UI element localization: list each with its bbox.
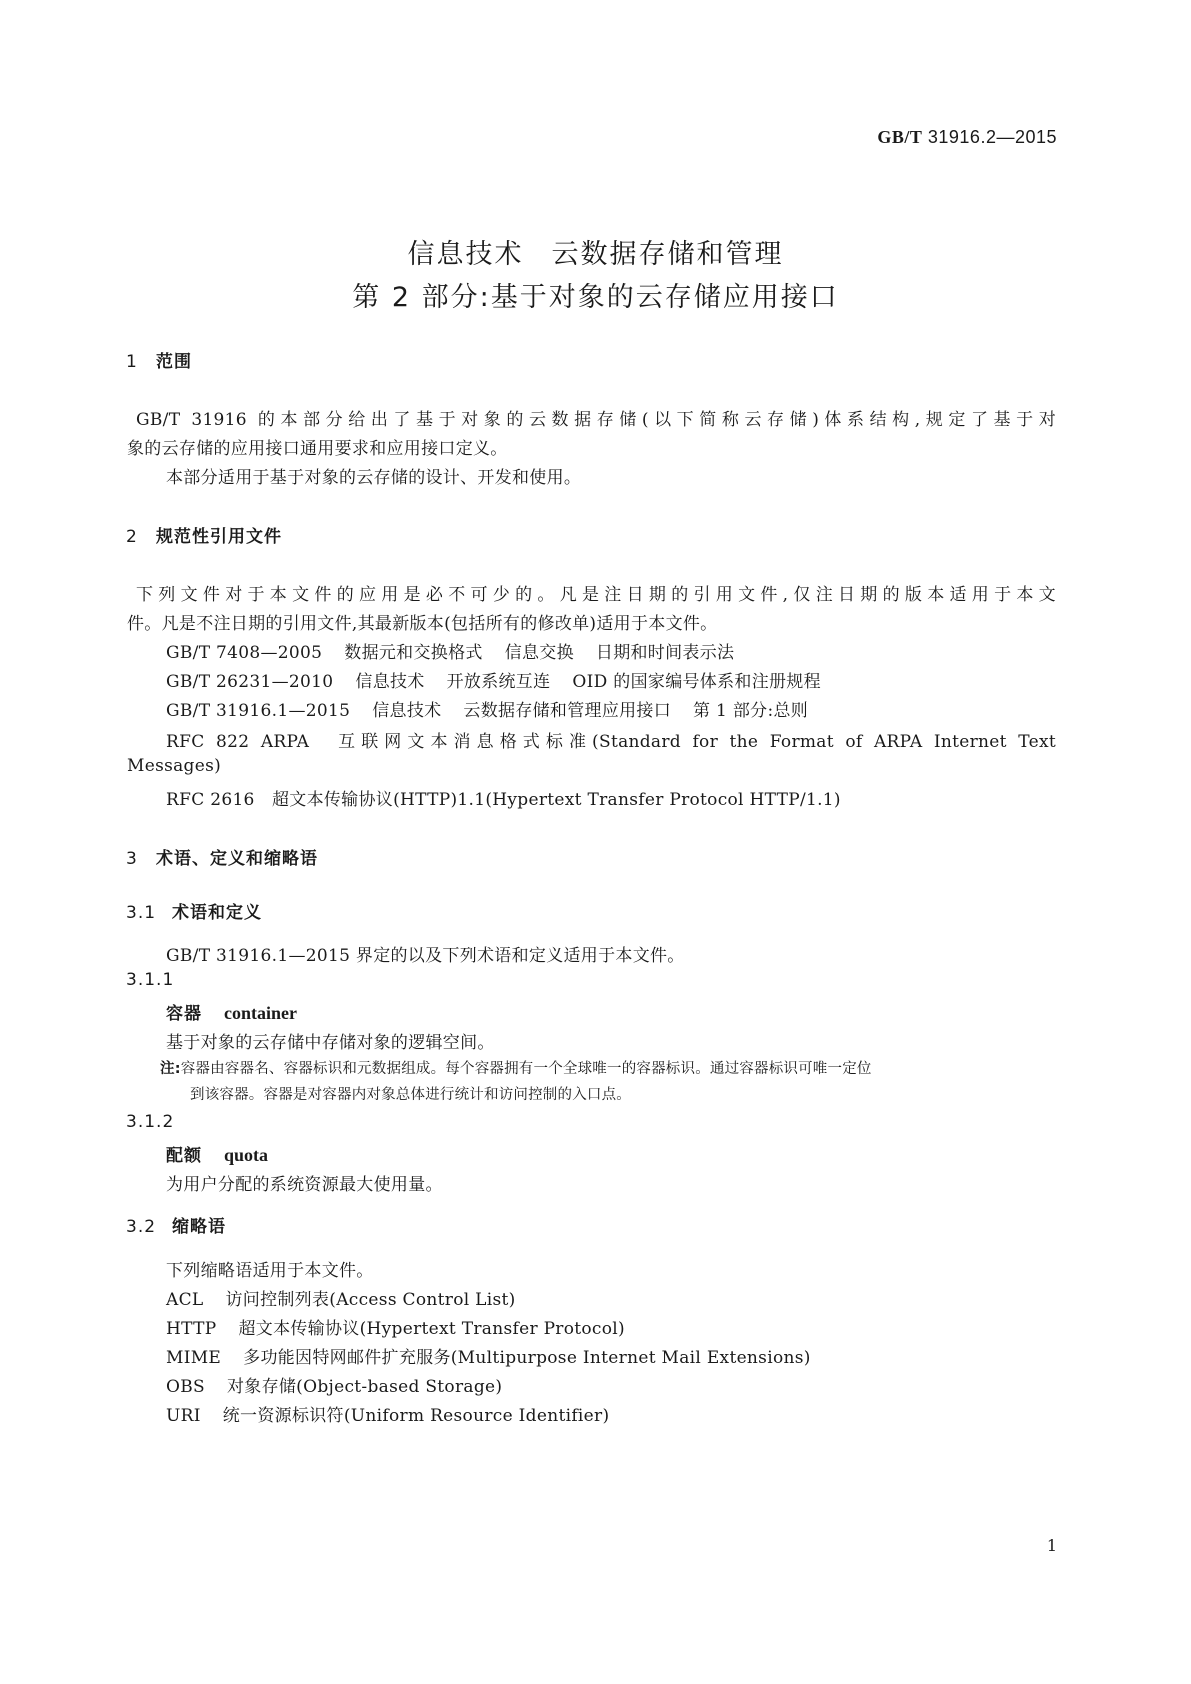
term-note-line1: 注:容器由容器名、容器标识和元数据组成。每个容器拥有一个全球唯一的容器标识。通过容器标识可唯一定位 — [160, 1061, 872, 1077]
reference-item: GB/T 31916.1—2015 信息技术 云数据存储和管理应用接口 第 1 部分:总则 — [166, 701, 809, 721]
term-definition: 基于对象的云存储中存储对象的逻辑空间。 — [166, 1033, 495, 1053]
document-title-line1: 信息技术 云数据存储和管理 — [407, 239, 784, 270]
section-1-heading: 1 范围 — [126, 352, 192, 372]
section-2-intro-line2: 件。凡是不注日期的引用文件,其最新版本(包括所有的修改单)适用于本文件。 — [127, 614, 718, 634]
document-title-line2: 第 2 部分:基于对象的云存储应用接口 — [352, 282, 839, 313]
abbreviation-item: ACL 访问控制列表(Access Control List) — [166, 1290, 516, 1310]
standard-number: GB/T 31916.2—2015 — [877, 127, 1057, 147]
reference-rfc822-line1: RFC 822 ARPA 互联网文本消息格式标准(Standard for the Format of ARPA Internet Text — [166, 732, 1056, 752]
abbreviation-item: URI 统一资源标识符(Uniform Resource Identifier) — [166, 1406, 610, 1426]
section-3-heading: 3 术语、定义和缩略语 — [126, 849, 318, 869]
section-1-para2: 本部分适用于基于对象的云存储的设计、开发和使用。 — [166, 468, 582, 488]
section-3-2-heading: 3.2 缩略语 — [126, 1217, 226, 1237]
reference-rfc2616: RFC 2616 超文本传输协议(HTTP)1.1(Hypertext Transfer Protocol HTTP/1.1) — [166, 790, 841, 810]
section-3-2-intro: 下列缩略语适用于本文件。 — [166, 1261, 374, 1281]
term-title: 容器 container — [166, 1003, 297, 1024]
abbreviation-item: HTTP 超文本传输协议(Hypertext Transfer Protocol) — [166, 1319, 625, 1339]
section-2-heading: 2 规范性引用文件 — [126, 527, 282, 547]
page-number: 1 — [1046, 1536, 1057, 1555]
term-number: 3.1.2 — [126, 1112, 175, 1132]
abbreviation-item: OBS 对象存储(Object-based Storage) — [166, 1377, 503, 1397]
section-3-1-intro: GB/T 31916.1—2015 界定的以及下列术语和定义适用于本文件。 — [166, 946, 685, 966]
section-2-intro-line1: 下列文件对于本文件的应用是必不可少的。凡是注日期的引用文件,仅注日期的版本适用于本文 — [136, 585, 1056, 605]
abbreviation-item: MIME 多功能因特网邮件扩充服务(Multipurpose Internet Mail Extensions) — [166, 1348, 811, 1368]
reference-rfc822-line2: Messages) — [127, 756, 222, 776]
section-3-1-heading: 3.1 术语和定义 — [126, 903, 262, 923]
section-1-para1-line1: GB/T 31916 的本部分给出了基于对象的云数据存储(以下简称云存储)体系结构,规定了基于对 — [136, 410, 1056, 430]
term-note-line2: 到该容器。容器是对容器内对象总体进行统计和访问控制的入口点。 — [190, 1087, 631, 1103]
term-title: 配额 quota — [166, 1145, 269, 1166]
section-1-para1-line2: 象的云存储的应用接口通用要求和应用接口定义。 — [127, 439, 508, 459]
reference-item: GB/T 7408—2005 数据元和交换格式 信息交换 日期和时间表示法 — [166, 643, 735, 663]
term-number: 3.1.1 — [126, 970, 175, 990]
reference-item: GB/T 26231—2010 信息技术 开放系统互连 OID 的国家编号体系和注册规程 — [166, 672, 821, 692]
term-definition: 为用户分配的系统资源最大使用量。 — [166, 1175, 443, 1195]
